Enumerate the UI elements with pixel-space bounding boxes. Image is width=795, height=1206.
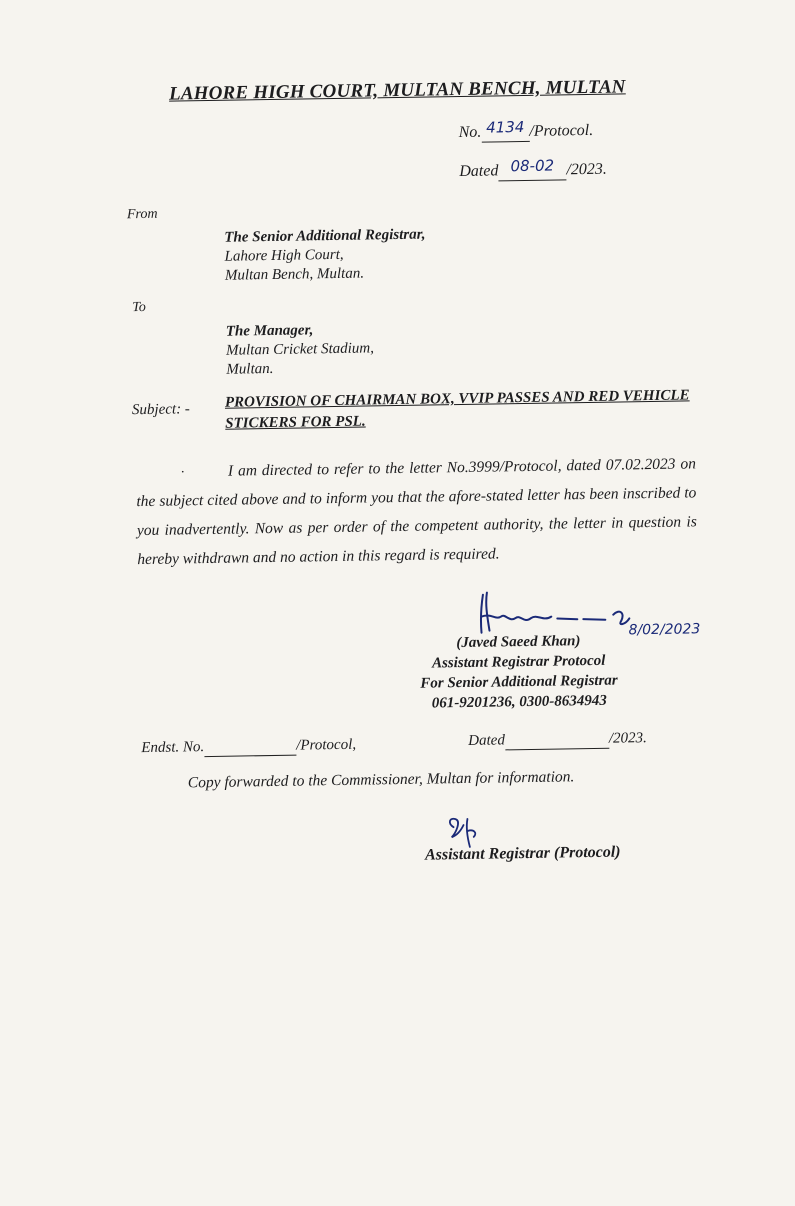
- reference-number: [458, 117, 594, 143]
- signature-block: [420, 631, 619, 714]
- endst-dated-suffix: /2023.: [608, 730, 647, 747]
- to-address: [226, 320, 375, 379]
- endst-dated-prefix: Dated: [468, 732, 506, 749]
- from-line2: Multan Bench, Multan.: [224, 265, 365, 284]
- to-name: The Manager,: [225, 322, 314, 340]
- copy-forward-text: Copy forwarded to the Commissioner, Multan for information.: [187, 768, 575, 792]
- endst-blank: [204, 738, 296, 757]
- to-line2: Multan.: [226, 360, 274, 378]
- subject-label: Subject: -: [131, 401, 190, 419]
- endorsement-date: [468, 730, 647, 751]
- endst-dated-blank: [505, 731, 609, 751]
- ref-prefix: No.: [458, 123, 482, 142]
- assistant-registrar-signatory: Assistant Registrar (Protocol): [424, 843, 621, 864]
- paragraph-dot: .: [180, 461, 185, 477]
- to-line1: Multan Cricket Stadium,: [225, 340, 375, 359]
- from-address: [224, 226, 426, 286]
- subject-text: PROVISION OF CHAIRMAN BOX, VVIP PASSES AND RED VEHICLE STICKERS FOR PSL.: [224, 387, 690, 432]
- signatory-name: (Javed Saeed Khan): [456, 633, 581, 652]
- signatory-phones: 061-9201236, 0300-8634943: [431, 692, 607, 712]
- dated-prefix: Dated: [459, 162, 499, 181]
- endst-prefix: Endst. No.: [141, 739, 205, 757]
- court-title: LAHORE HIGH COURT, MULTAN BENCH, MULTAN: [168, 76, 626, 105]
- ref-blank: [481, 117, 529, 143]
- from-label: From: [126, 206, 158, 223]
- ref-suffix: /Protocol.: [529, 121, 594, 140]
- letter-date: [459, 156, 607, 182]
- from-name: The Senior Additional Registrar,: [224, 226, 426, 246]
- ref-handwritten-number: 4134: [486, 117, 525, 137]
- body-paragraph: I am directed to refer to the letter No.3999/Protocol, dated 07.02.2023 on the subject cited above and to inform you that the afore-stated letter has been inscribed to you inadvertently. Now as per order of the competent authority, the letter in question is hereby withdrawn and no action in this regard is required.: [136, 455, 697, 569]
- endorsement-number: [141, 737, 356, 758]
- endst-suffix: /Protocol,: [296, 736, 357, 754]
- dated-handwritten: 08-02: [510, 156, 555, 176]
- dated-blank: [498, 156, 566, 181]
- signature-date-handwritten: 8/02/2023: [628, 621, 701, 639]
- from-line1: Lahore High Court,: [224, 246, 344, 265]
- signatory-designation: Assistant Registrar Protocol: [431, 652, 606, 672]
- signatory-on-behalf: For Senior Additional Registrar: [420, 672, 618, 692]
- dated-suffix: /2023.: [566, 160, 607, 179]
- to-label: To: [132, 299, 147, 316]
